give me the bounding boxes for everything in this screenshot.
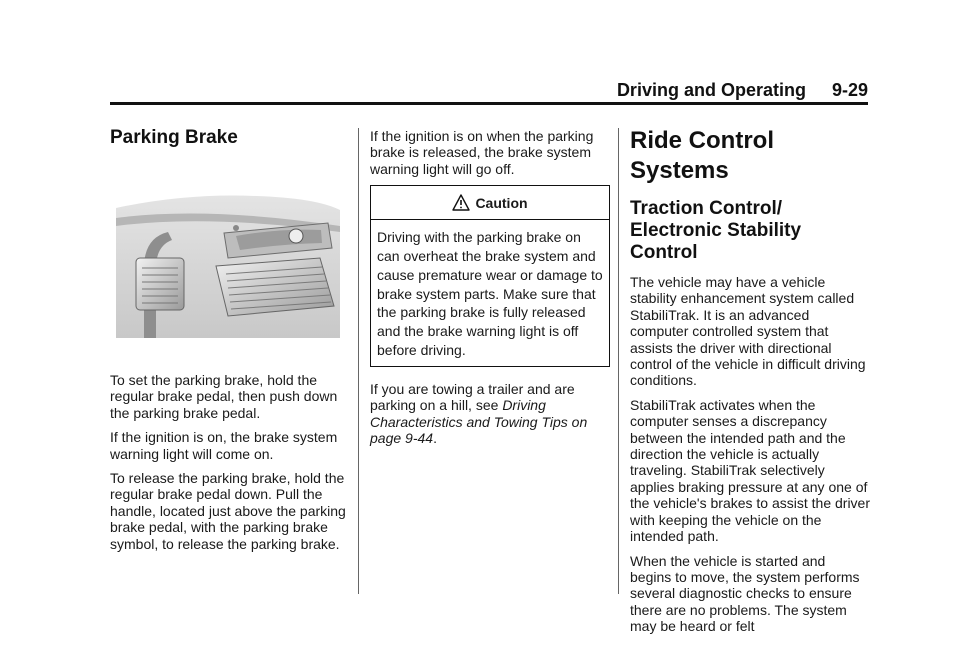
header-rule — [110, 102, 868, 105]
caution-header — [371, 186, 609, 220]
column-divider — [618, 128, 619, 594]
paragraph: To set the parking brake, hold the regular brake pedal, then push down the parking brake pedal. — [110, 372, 338, 421]
cross-reference-link[interactable]: Driving Characteristics and Towing Tips on page 9-44 — [370, 397, 588, 447]
chapter-heading-ride-control: Ride Control Systems — [630, 127, 774, 184]
warning-triangle-icon — [452, 194, 470, 211]
towing-text-end: . — [433, 430, 437, 447]
column-right — [630, 126, 870, 643]
parking-brake-figure-svg — [116, 188, 340, 338]
header-section-title: Driving and Operating — [616, 80, 806, 100]
parking-brake-pedal-illustration — [116, 188, 340, 338]
paragraph-towing — [370, 381, 610, 447]
section-heading-parking-brake: Parking Brake — [110, 127, 238, 148]
caution-title: Caution — [475, 194, 528, 211]
column-left — [110, 126, 350, 560]
paragraph: StabiliTrak activates when the computer senses a discrepancy between the intended path and the direction the vehicle is actually traveling. StabiliTrak selectively applies braking pressure at any one of the vehicle's brakes to assist the driver with keeping the vehicle on the intended path. — [630, 396, 871, 545]
caution-box — [370, 185, 610, 367]
subheading-traction-control: Traction Control/ Electronic Stability Control — [630, 198, 802, 263]
paragraph: If the ignition is on when the parking brake is released, the brake system warning light will go off. — [370, 128, 594, 177]
towing-text: If you are towing a trailer and are parking on a hill, see — [370, 380, 575, 414]
page-number: 9-29 — [831, 80, 868, 100]
paragraph: If the ignition is on, the brake system warning light will come on. — [110, 429, 338, 462]
page-header — [110, 80, 868, 104]
column-middle — [370, 126, 610, 454]
caution-body: Driving with the parking brake on can overheat the brake system and cause premature wear or damage to brake system parts. Make sure that the parking brake is fully released and the brake warning light is off before driving. — [377, 229, 603, 358]
paragraph: To release the parking brake, hold the regular brake pedal down. Pull the handle, located just above the parking brake pedal, with the parking brake symbol, to release the parking brake. — [110, 470, 346, 552]
paragraph: When the vehicle is started and begins to move, the system performs several diagnostic checks to ensure there are no problems. The system may be heard or felt — [630, 552, 860, 635]
paragraph: The vehicle may have a vehicle stability enhancement system called StabiliTrak. It is an advanced computer controlled system that assists the driver with directional control of the vehicle in difficult driving conditions. — [630, 274, 866, 389]
column-divider — [358, 128, 359, 594]
